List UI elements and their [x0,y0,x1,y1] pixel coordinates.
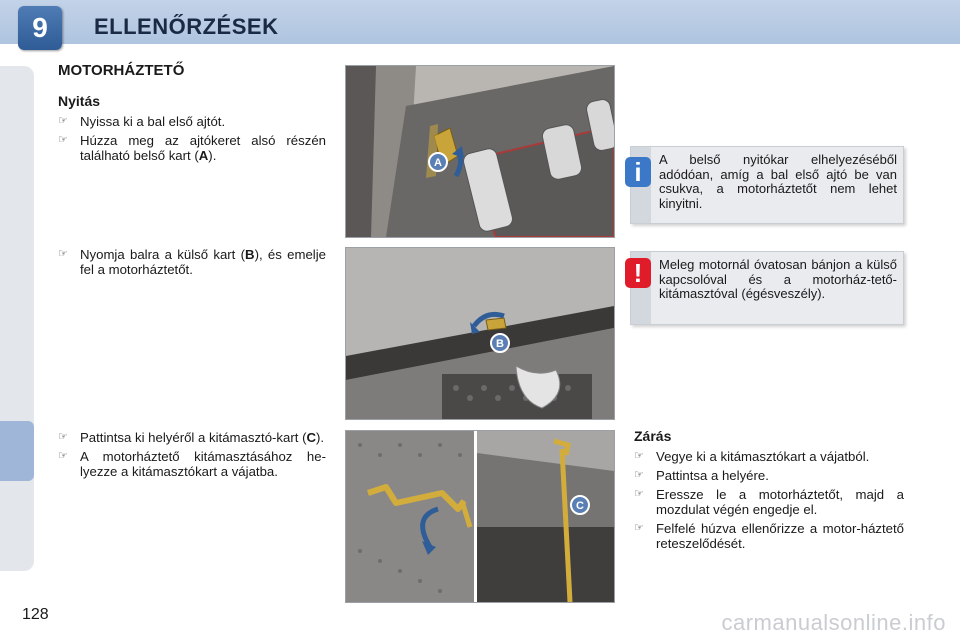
section-title: MOTORHÁZTETŐ [58,62,185,79]
pointing-hand-icon: ☞ [634,488,644,500]
pointing-hand-icon: ☞ [58,450,68,462]
list-item: ☞ Pattintsa ki helyéről a kitámasztó-kart (C). [58,430,325,445]
list-item: ☞ Nyissa ki a bal első ajtót. [58,114,226,129]
warning-icon: ! [625,258,651,288]
list-item: ☞ Felfelé húzva ellenőrizze a motor-háztető reteszelődését. [634,521,904,551]
pointing-hand-icon: ☞ [58,248,68,260]
chapter-tab[interactable] [0,421,34,481]
opening-title: Nyitás [58,93,101,109]
list-item: ☞ Eressze le a motorháztetőt, majd a mozdulat végén engedje el. [634,487,904,517]
illustration-interior-release-lever [345,65,615,238]
pointing-hand-icon: ☞ [58,134,68,146]
pointing-hand-icon: ☞ [634,469,644,481]
pointing-hand-icon: ☞ [58,115,68,127]
pointing-hand-icon: ☞ [634,522,644,534]
chapter-number-badge: 9 [18,6,62,50]
watermark-footer: carmanualsonline.info [721,610,946,635]
opening-step-3 [58,247,326,281]
pointing-hand-icon: ☞ [58,431,68,443]
warning-note-text: Meleg motornál óvatosan bánjon a külső kapcsolóval és a motorház-tető-kitámasztóval (égésveszély). [659,257,897,301]
warning-note [630,251,904,325]
list-item: ☞ Nyomja balra a külső kart (B), és emelje fel a motorháztetőt. [58,247,326,277]
closing-steps [634,449,904,555]
opening-steps-4 [58,430,326,483]
info-note-text: A belső nyitókar elhelyezéséből adódóan, amíg a bal első ajtó be van csukva, a motorháztetőt nem lehet kinyitni. [659,152,897,211]
pointing-hand-icon: ☞ [634,450,644,462]
callout-label-b: B [496,338,504,350]
closing-title: Zárás [634,428,672,444]
side-margin [0,66,34,571]
info-note [630,146,904,224]
opening-steps [58,114,326,167]
info-icon: i [625,157,651,187]
callout-label-c: C [576,500,584,512]
page-number: 128 [22,606,49,623]
list-item: ☞ A motorháztető kitámasztásához he-lyezze a kitámasztókart a vájatba. [58,449,326,479]
callout-label-a: A [434,157,442,169]
illustration-prop-rod [345,430,615,603]
list-item: ☞ Vegye ki a kitámasztókart a vájatból. [634,449,870,464]
illustration-exterior-release-lever [345,247,615,420]
chapter-title: ELLENŐRZÉSEK [94,14,279,39]
list-item: ☞ Pattintsa a helyére. [634,468,769,483]
list-item: ☞ Húzza meg az ajtókeret alsó részén található belső kart (A). [58,133,326,163]
